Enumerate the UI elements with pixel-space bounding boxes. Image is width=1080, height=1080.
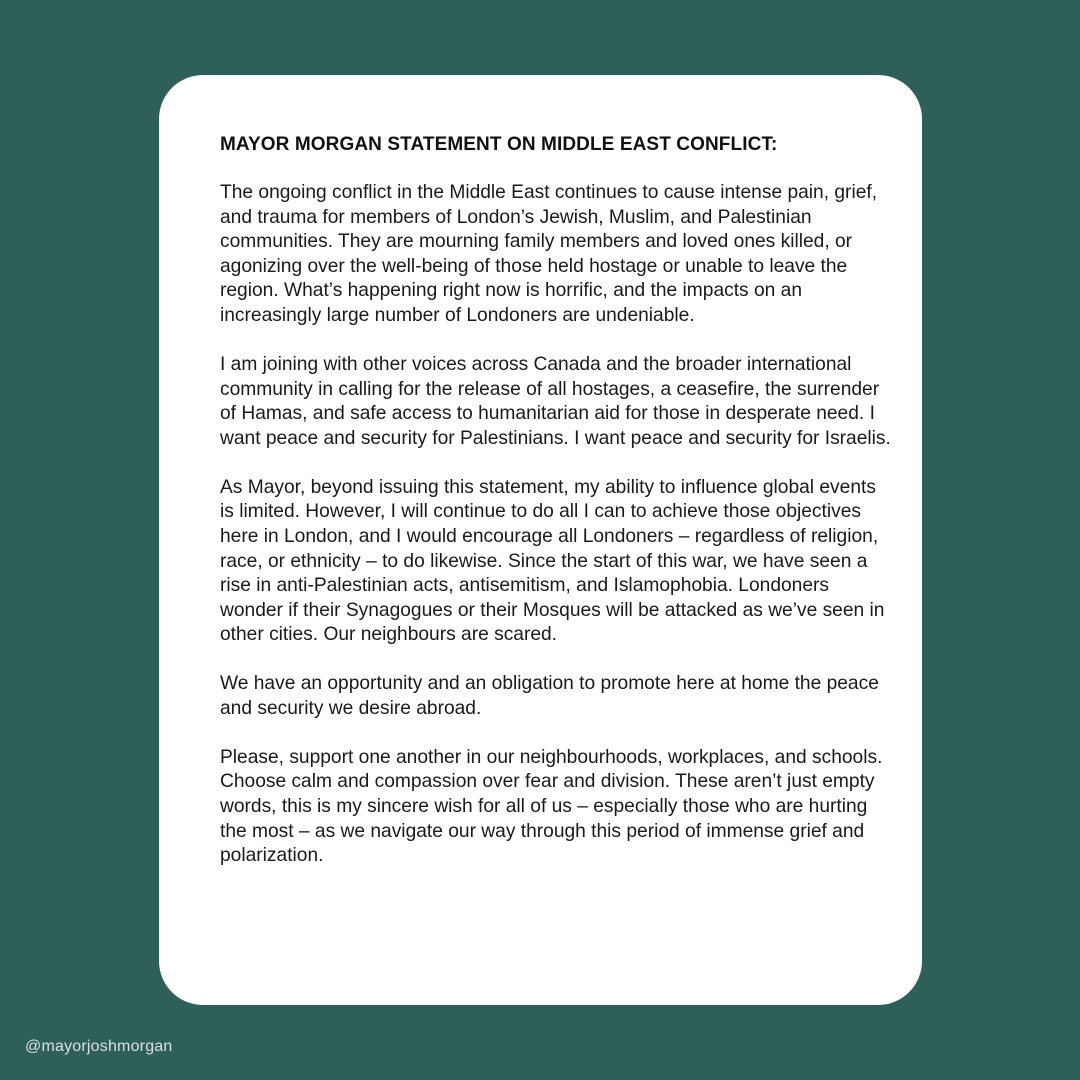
statement-paragraph-3: As Mayor, beyond issuing this statement, my ability to influence global events is limited. However, I will continue to do all I can to achieve those objectives here in London, and I would encourage all Londoners – regardless of religion, race, or ethnicity – to do likewise. Since the start of this war, we have seen a rise in anti-Palestinian acts, antisemitism, and Islamophobia. Londoners wonder if their Synagogues or their Mosques will be attacked as we’ve seen in other cities. Our neighbours are scared. xyxy=(220,476,885,646)
statement-paragraph-4: We have an opportunity and an obligation to promote here at home the peace and security we desire abroad. xyxy=(220,673,879,719)
statement-card xyxy=(159,75,922,1005)
statement-title: MAYOR MORGAN STATEMENT ON MIDDLE EAST CONFLICT: xyxy=(220,134,778,155)
statement-paragraph-5: Please, support one another in our neighbourhoods, workplaces, and schools. Choose calm and compassion over fear and division. These aren’t just empty words, this is my sincere wish for all of us – especially those who are hurting the most – as we navigate our way through this period of immense grief and polarization. xyxy=(220,746,883,867)
social-handle: @mayorjoshmorgan xyxy=(25,1038,173,1055)
statement-paragraph-2: I am joining with other voices across Canada and the broader international community in calling for the release of all hostages, a ceasefire, the surrender of Hamas, and safe access to humanitarian aid for those in desperate need. I want peace and security for Palestinians. I want peace and security for Israelis. xyxy=(220,353,891,449)
statement-paragraph-1: The ongoing conflict in the Middle East continues to cause intense pain, grief, and trauma for members of London’s Jewish, Muslim, and Palestinian communities. They are mourning family members and loved ones killed, or agonizing over the well-being of those held hostage or unable to leave the region. What’s happening right now is horrific, and the impacts on an increasingly large number of Londoners are undeniable. xyxy=(220,182,878,326)
